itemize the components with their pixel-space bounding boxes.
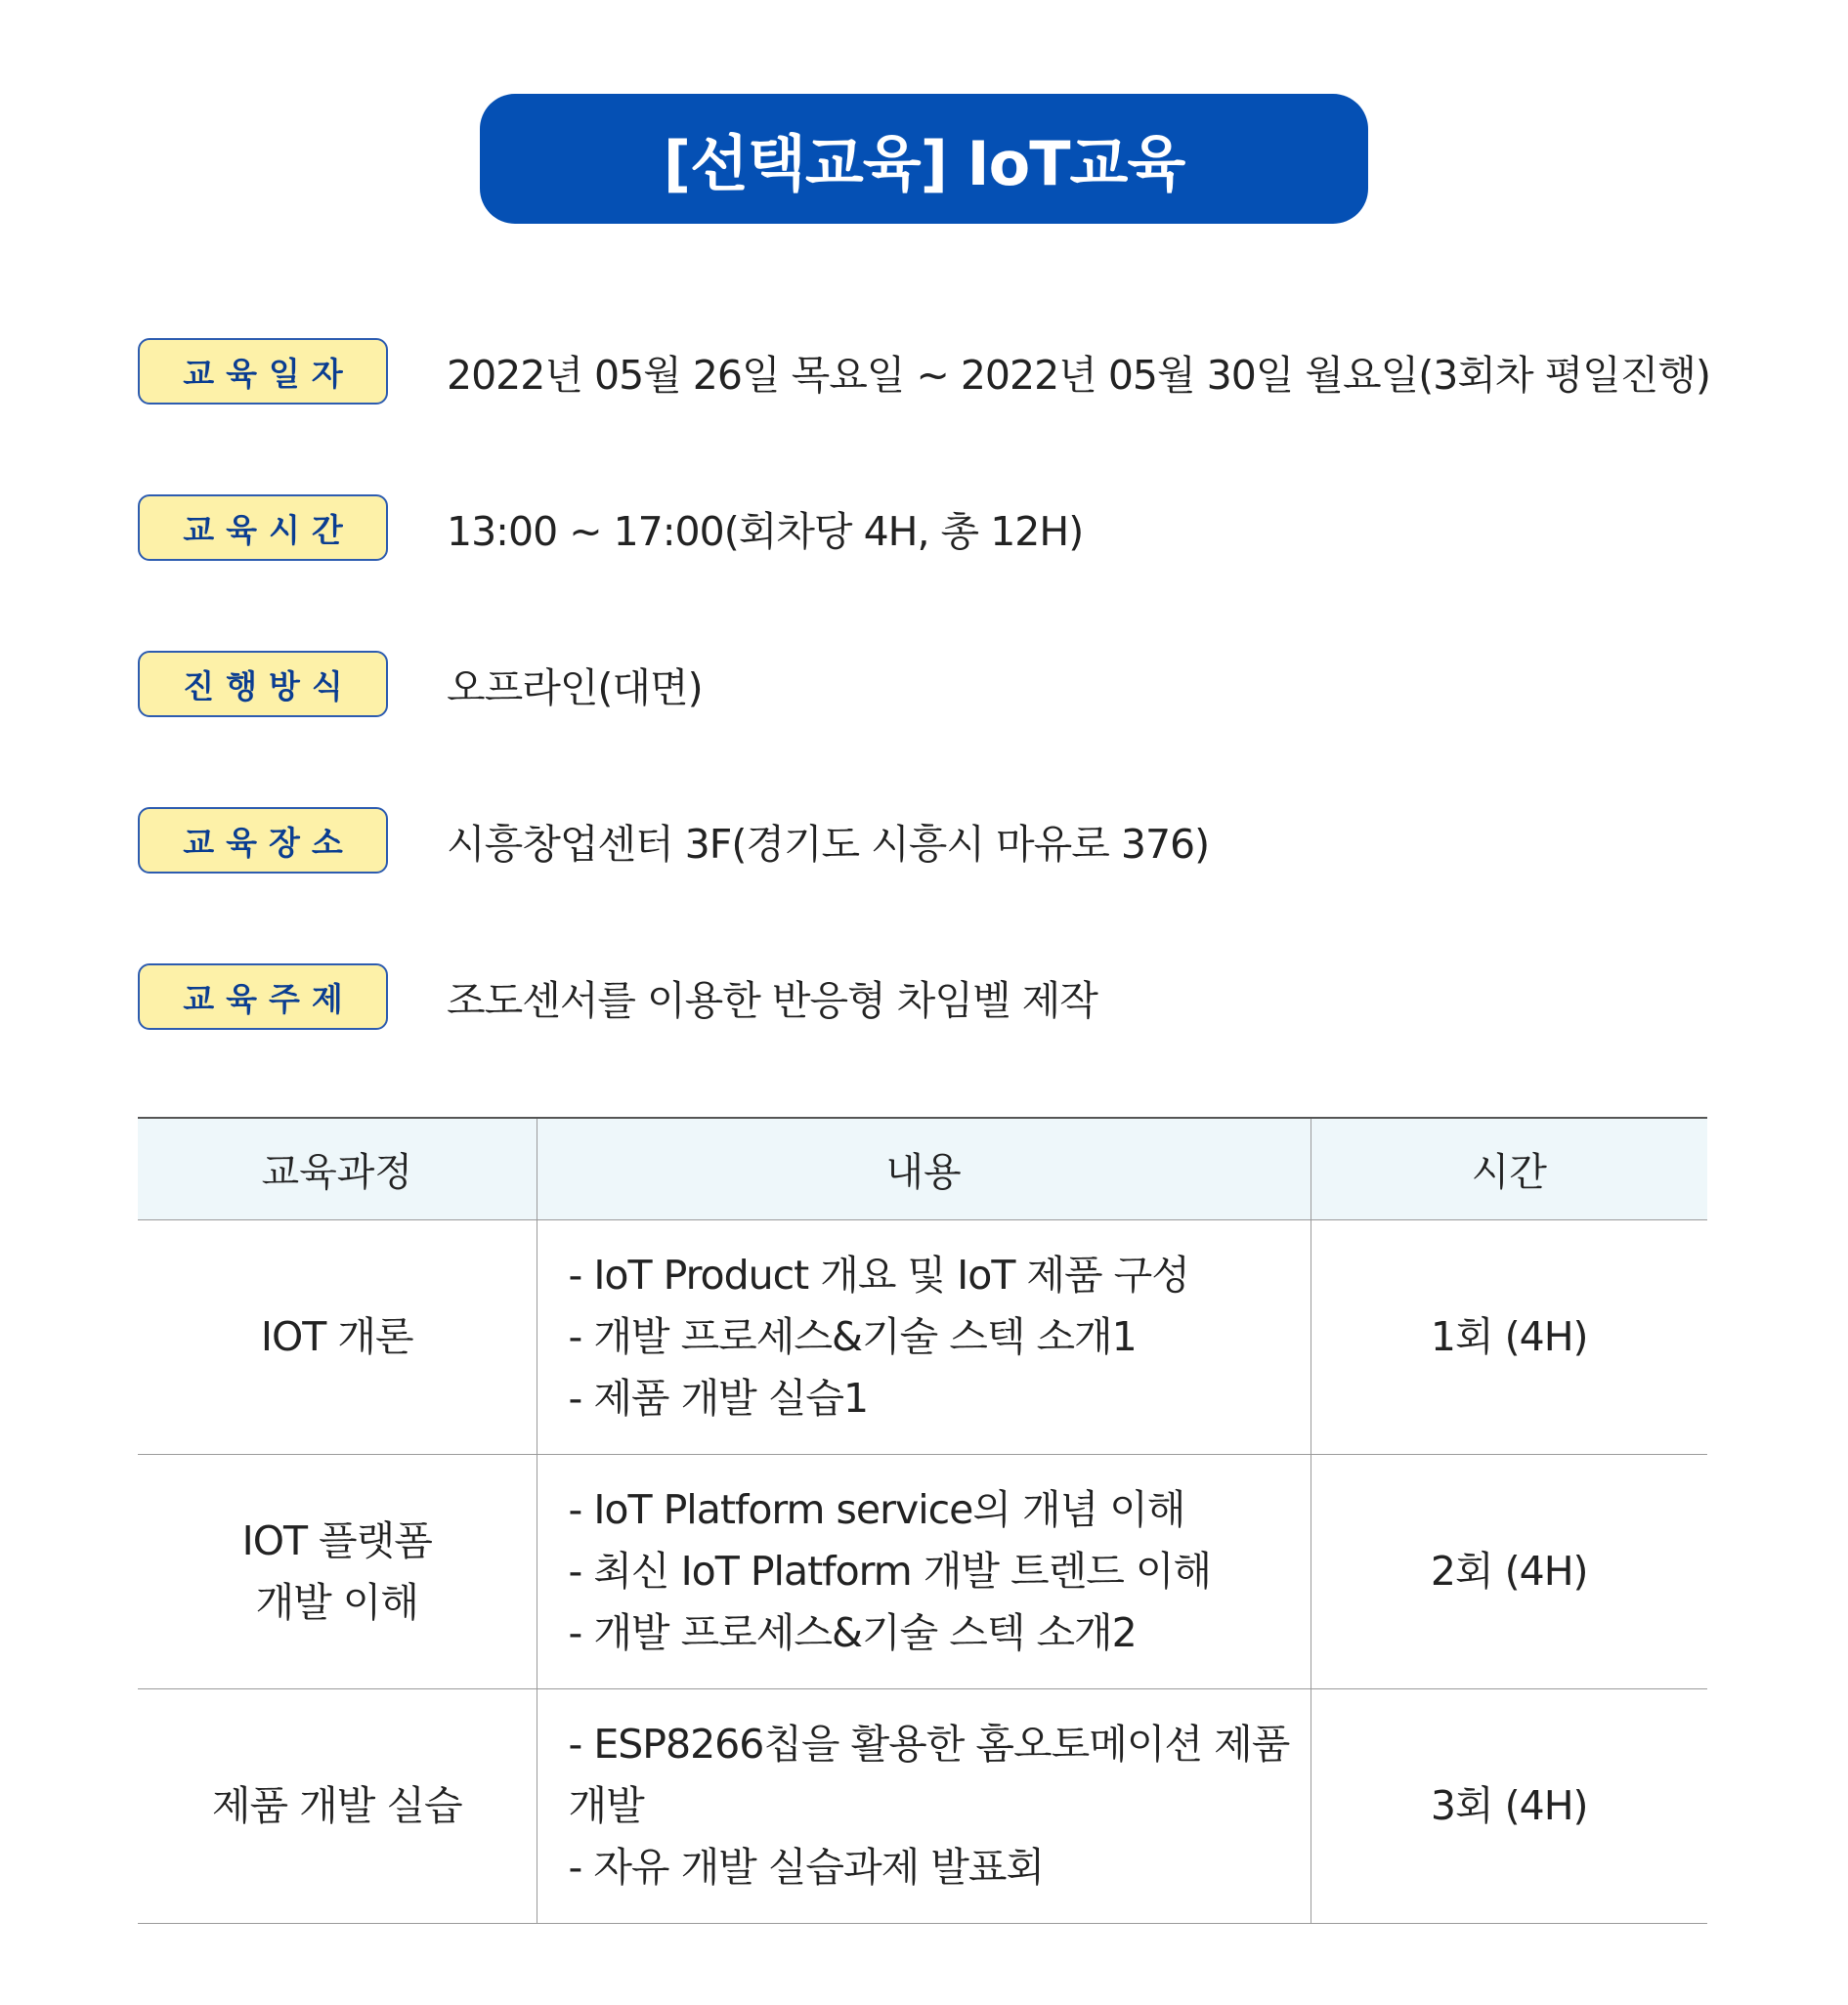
page-title-text: [선택교육] IoT교육: [663, 128, 1185, 199]
course-name: IOT 플랫폼: [241, 1516, 432, 1564]
content-line: - IoT Product 개요 및 IoT 제품 구성: [568, 1252, 1189, 1299]
course-name: 개발 이해: [255, 1578, 418, 1626]
time-cell: 1회 (4H): [1311, 1220, 1707, 1455]
info-row-date: [138, 336, 1710, 406]
header-content: 내용: [537, 1118, 1311, 1220]
course-name: IOT 개론: [260, 1313, 413, 1360]
info-value-date: 2022년 05월 26일 목요일 ~ 2022년 05월 30일 월요일(3회차 평일진행): [447, 351, 1710, 399]
content-cell: [537, 1455, 1311, 1689]
content-line: - 자유 개발 실습과제 발표회: [568, 1844, 1045, 1891]
info-value-location: 시흥창업센터 3F(경기도 시흥시 마유로 376): [447, 820, 1210, 868]
table-row: [138, 1220, 1707, 1455]
info-value-topic: 조도센서를 이용한 반응형 차임벨 제작: [447, 976, 1097, 1024]
content-line: 개발: [568, 1782, 644, 1829]
course-cell: [138, 1455, 537, 1689]
info-row-time: [138, 492, 1083, 563]
time-cell: 2회 (4H): [1311, 1455, 1707, 1689]
table-row: [138, 1455, 1707, 1689]
header-time: 시간: [1311, 1118, 1707, 1220]
info-value-method: 오프라인(대면): [447, 663, 703, 711]
content-line: - 개발 프로세스&기술 스텍 소개1: [568, 1313, 1137, 1360]
course-cell: [138, 1220, 537, 1455]
content-line: - IoT Platform service의 개념 이해: [568, 1486, 1185, 1533]
course-name: 제품 개발 실습: [211, 1782, 462, 1829]
content-line: - 제품 개발 실습1: [568, 1375, 869, 1422]
info-row-method: [138, 649, 703, 719]
info-row-location: [138, 805, 1209, 875]
info-label-date: 교육일자: [138, 338, 388, 405]
content-line: - 최신 IoT Platform 개발 트렌드 이해: [568, 1548, 1212, 1595]
course-table: [138, 1117, 1707, 1924]
info-label-location: 교육장소: [138, 807, 388, 874]
info-row-topic: [138, 961, 1097, 1032]
content-line: - ESP8266칩을 활용한 홈오토메이션 제품: [568, 1721, 1290, 1768]
course-cell: [138, 1689, 537, 1924]
info-value-time: 13:00 ~ 17:00(회차당 4H, 총 12H): [447, 507, 1084, 555]
info-label-topic: 교육주제: [138, 963, 388, 1030]
table-row: [138, 1689, 1707, 1924]
table-header-row: [138, 1118, 1707, 1220]
info-label-method: 진행방식: [138, 651, 388, 717]
content-cell: [537, 1220, 1311, 1455]
content-cell: [537, 1689, 1311, 1924]
time-cell: 3회 (4H): [1311, 1689, 1707, 1924]
info-label-time: 교육시간: [138, 494, 388, 561]
content-line: - 개발 프로세스&기술 스텍 소개2: [568, 1609, 1137, 1656]
page-title: [480, 94, 1368, 224]
header-course: 교육과정: [138, 1118, 537, 1220]
